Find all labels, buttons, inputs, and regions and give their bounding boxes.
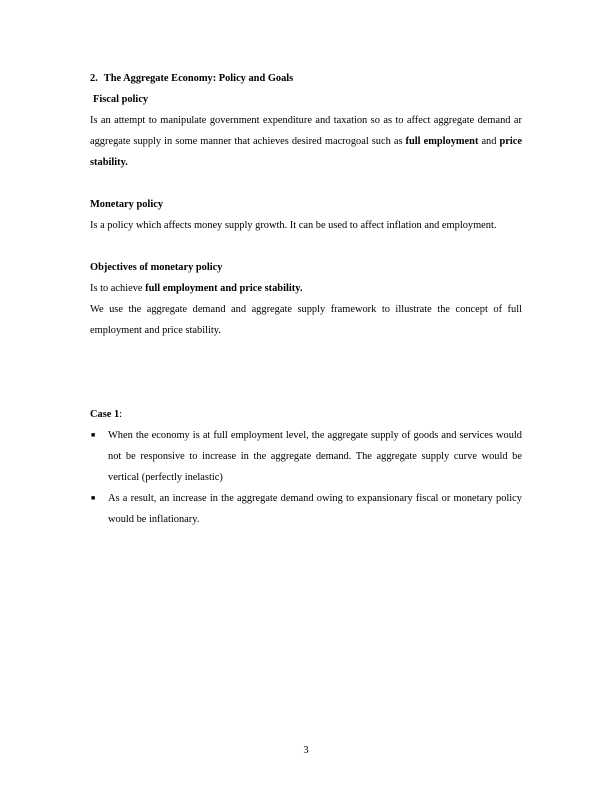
fiscal-policy-heading bbox=[90, 89, 522, 110]
section-number: 2. bbox=[90, 73, 98, 84]
case-heading bbox=[90, 404, 522, 425]
fiscal-policy-text: Is an attempt to manipulate government expenditure and taxation so as to affect aggregate demand ar aggregate supply in some manner that achieves desired macrogoal such as bbox=[90, 115, 522, 147]
page-number: 3 bbox=[303, 745, 309, 756]
fiscal-bold-full-employment: full employment bbox=[405, 136, 479, 147]
section-heading bbox=[90, 68, 522, 89]
monetary-policy-heading: Monetary policy bbox=[90, 199, 164, 210]
spacer bbox=[90, 236, 522, 257]
objectives-lead-line bbox=[90, 278, 522, 299]
page-content bbox=[90, 68, 522, 530]
objectives-bold-text: full employment and price stability. bbox=[145, 283, 303, 294]
bullet-text: When the economy is at full employment level, the aggregate supply of goods and services would not be responsive to increase in the aggregate demand. The aggregate supply curve would be vertical (perfectly inelastic) bbox=[108, 430, 522, 483]
fiscal-connector-text: and bbox=[478, 136, 500, 147]
case-label: Case 1 bbox=[90, 409, 120, 420]
fiscal-bold-price-stability: price stability. bbox=[90, 136, 522, 168]
section-title: The Aggregate Economy: Policy and Goals bbox=[103, 73, 294, 84]
list-item bbox=[90, 488, 522, 530]
monetary-policy-paragraph: Is a policy which affects money supply growth. It can be used to affect inflation and employment. bbox=[90, 220, 497, 231]
square-bullet-icon: ■ bbox=[91, 494, 96, 502]
objectives-paragraph: We use the aggregate demand and aggregate supply framework to illustrate the concept of full employment and price stability. bbox=[90, 304, 522, 336]
objectives-lead-text: Is to achieve bbox=[90, 283, 146, 294]
objectives-heading: Objectives of monetary policy bbox=[90, 262, 223, 273]
case-colon: : bbox=[119, 409, 123, 420]
fiscal-policy-heading-text: Fiscal policy bbox=[93, 94, 149, 105]
fiscal-policy-paragraph bbox=[90, 110, 522, 173]
spacer bbox=[90, 173, 522, 194]
spacer bbox=[90, 341, 522, 404]
case-bullet-list bbox=[90, 425, 522, 530]
bullet-text: As a result, an increase in the aggregate demand owing to expansionary fiscal or monetary policy would be inflationary. bbox=[108, 493, 522, 525]
square-bullet-icon: ■ bbox=[91, 431, 96, 439]
list-item bbox=[90, 425, 522, 488]
